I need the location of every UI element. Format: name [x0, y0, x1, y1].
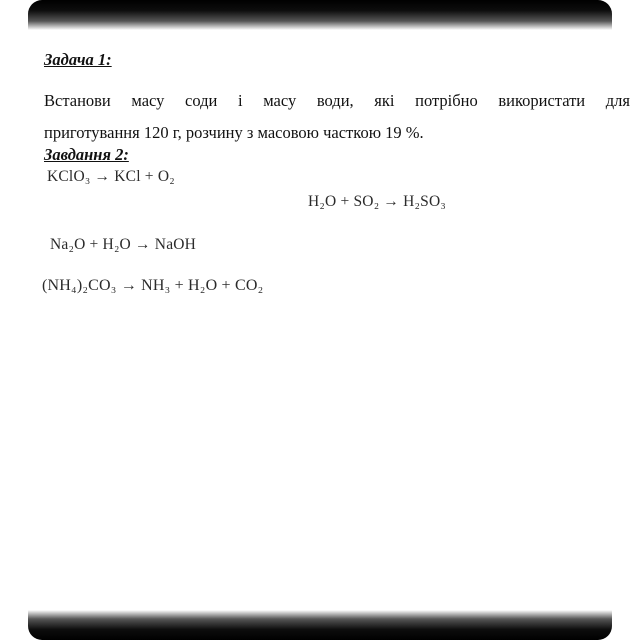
equation-h2o-so2: H₂O + SO₂ → H₂SO₃ — [308, 193, 446, 210]
equation-ammonium-carbonate: (NH₄)₂CO₃ → NH₃ + H₂O + CO₂ — [42, 277, 264, 294]
task2-heading: Завдання 2: — [44, 145, 129, 164]
task1-body — [44, 85, 630, 149]
bottom-scan-edge — [28, 610, 612, 640]
task1-heading: Задача 1: — [44, 50, 112, 69]
top-scan-edge — [28, 0, 612, 30]
equation-na2o-h2o: Na₂O + H₂O → NaOH — [50, 236, 197, 253]
equation-kclo3-decomposition: KClO₃ → KCl + O₂ — [47, 168, 175, 185]
task1-body-line2: приготування 120 г, розчину з масовою часткою 19 %. — [44, 123, 424, 142]
task1-body-line1: Встанови масу соди і масу води, які потрібно використати для — [44, 91, 630, 110]
